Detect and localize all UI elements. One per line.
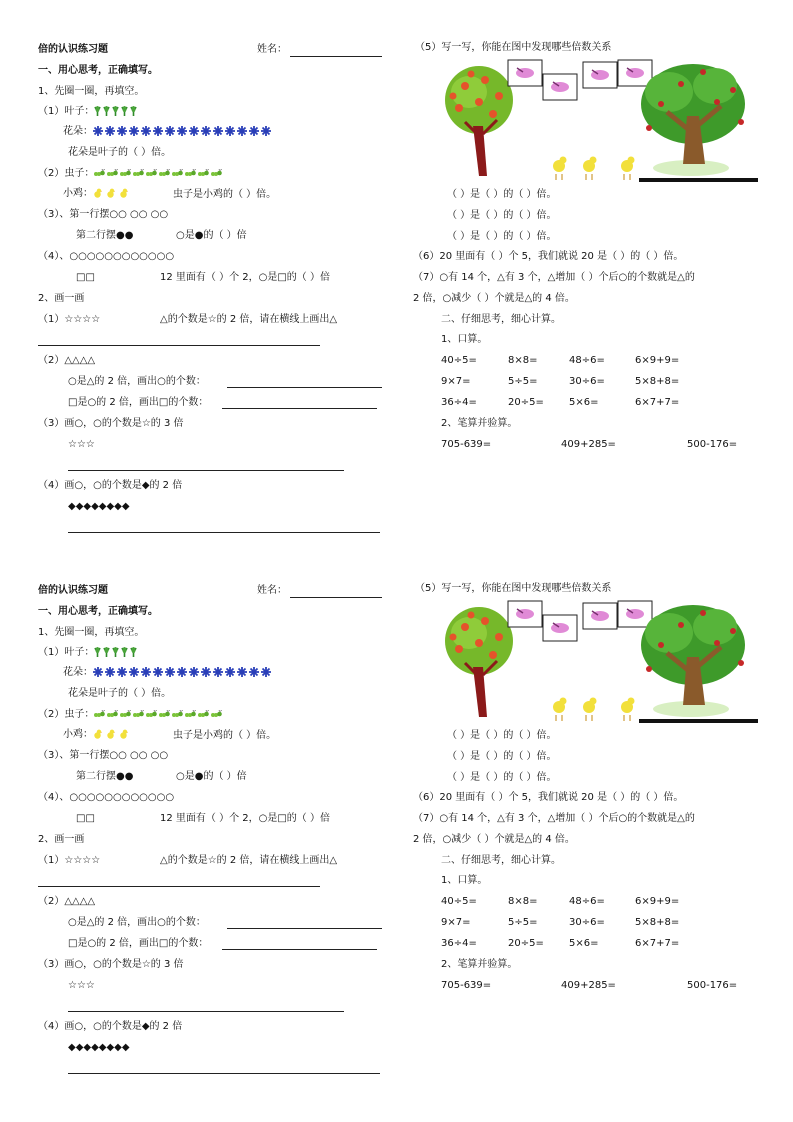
leaf-icon — [94, 647, 101, 657]
section2-header: 二、仔细思考，细心计算。 — [441, 855, 561, 866]
worm-icon — [146, 710, 157, 718]
chick-icon — [106, 729, 115, 739]
q2-4-answer-line[interactable] — [68, 1073, 380, 1074]
q1-1-question: 花朵是叶子的（ ）倍。 — [68, 147, 172, 158]
q2-2-b-answer-line[interactable] — [222, 408, 377, 409]
section1-header: 一、用心思考，正确填写。 — [38, 65, 158, 76]
q2-2-triangles: （2）△△△△ — [38, 896, 96, 907]
oral-calc-item: 40÷5= — [441, 355, 477, 366]
q2-3-stars: ☆☆☆ — [68, 980, 95, 991]
q2-3-answer-line[interactable] — [68, 1011, 344, 1012]
oral-calc-item: 5÷5= — [508, 917, 538, 928]
flower-icon — [165, 126, 175, 136]
q2-1-answer-line[interactable] — [38, 345, 320, 346]
flower-icon — [117, 126, 127, 136]
q2-4-diamonds: ◆◆◆◆◆◆◆◆ — [68, 501, 130, 512]
bird-icons — [508, 60, 652, 100]
flower-icon — [177, 667, 187, 677]
leaf-icon — [103, 106, 110, 116]
flower-icon — [141, 126, 151, 136]
q1-2-question: 虫子是小鸡的（ ）倍。 — [173, 730, 277, 741]
worksheet — [0, 541, 793, 1081]
oral-calc-item: 8×8= — [508, 355, 538, 366]
worm-icon — [185, 169, 196, 177]
q5-fill-line-3[interactable]: （ ）是（ ）的（ ）倍。 — [447, 772, 557, 783]
flower-icon — [261, 667, 271, 677]
name-label: 姓名： — [257, 585, 287, 596]
oral-calc-item: 36÷4= — [441, 938, 477, 949]
flower-icon — [105, 126, 115, 136]
q2-2-a: ○是△的 2 倍，画出○的个数： — [68, 917, 206, 928]
leaf-icon — [130, 106, 137, 116]
q1-2-chick-row: 小鸡： — [63, 188, 132, 200]
flower-icon — [129, 667, 139, 677]
flower-icon — [153, 126, 163, 136]
q2-3-label: （3）画○，○的个数是☆的 3 倍 — [38, 418, 184, 429]
bird-icons — [508, 601, 652, 641]
q7-question-b: 2 倍，○减少（ ）个就是△的 4 倍。 — [413, 834, 575, 845]
oral-calc-item: 9×7= — [441, 917, 471, 928]
worksheet — [0, 0, 793, 540]
worm-icon — [120, 710, 131, 718]
oral-calc-item: 9×7= — [441, 376, 471, 387]
q2-2-a: ○是△的 2 倍，画出○的个数： — [68, 376, 206, 387]
q2-2-triangles: （2）△△△△ — [38, 355, 96, 366]
q2-1-stars: （1）☆☆☆☆ — [38, 855, 101, 866]
q1-4-squares: □□ — [76, 813, 95, 824]
oral-calc-item: 40÷5= — [441, 896, 477, 907]
q1-1-label: （1）叶子： — [38, 106, 139, 118]
q2-1-question: △的个数是☆的 2 倍，请在横线上画出△ — [160, 314, 338, 325]
oral-calc-item: 6×7+7= — [635, 938, 680, 949]
written-calc-title: 2、笔算并验算。 — [441, 959, 518, 970]
q1-4-question: 12 里面有（ ）个 2，○是□的（ ）倍 — [160, 813, 330, 824]
written-calc-3: 500-176= — [687, 980, 738, 991]
worm-icon — [172, 169, 183, 177]
illustration-svg — [413, 597, 758, 729]
big-tree-icon — [639, 64, 758, 182]
written-calc-2: 409+285= — [561, 980, 616, 991]
flower-icon — [261, 126, 271, 136]
flower-icon — [249, 126, 259, 136]
flower-icon — [177, 126, 187, 136]
chick-icon — [93, 188, 102, 198]
q1-2-chick-row: 小鸡： — [63, 729, 132, 741]
q1-1-label: （1）叶子： — [38, 647, 139, 659]
oral-calc-item: 36÷4= — [441, 397, 477, 408]
flower-icon — [249, 667, 259, 677]
flower-icon — [117, 667, 127, 677]
q2-4-label: （4）画○，○的个数是◆的 2 倍 — [38, 480, 183, 491]
q2-4-diamonds: ◆◆◆◆◆◆◆◆ — [68, 1042, 130, 1053]
small-tree-icon — [445, 66, 513, 176]
oral-calc-item: 6×7+7= — [635, 397, 680, 408]
q1-1-flower-row: 花朵： — [63, 667, 273, 679]
flower-icon — [141, 667, 151, 677]
oral-calc-item: 5×6= — [569, 938, 599, 949]
flower-icon — [237, 667, 247, 677]
q2-2-b: □是○的 2 倍，画出□的个数： — [68, 397, 209, 408]
oral-calc-item: 48÷6= — [569, 355, 605, 366]
q1-3-row2: 第二行摆●● — [76, 230, 134, 241]
trees-birds-illustration — [413, 56, 758, 196]
written-calc-1: 705-639= — [441, 980, 492, 991]
worm-icons — [94, 709, 224, 720]
q7-question-b: 2 倍，○减少（ ）个就是△的 4 倍。 — [413, 293, 575, 304]
chick-icons — [93, 188, 132, 199]
oral-calc-item: 20÷5= — [508, 397, 544, 408]
worm-icon — [133, 169, 144, 177]
chick-icon — [106, 188, 115, 198]
q1-2-label: （2）虫子： — [38, 168, 224, 180]
worm-icon — [198, 169, 209, 177]
q2-3-stars: ☆☆☆ — [68, 439, 95, 450]
q1-title: 1、先圈一圈，再填空。 — [38, 86, 145, 97]
q2-2-b-answer-line[interactable] — [222, 949, 377, 950]
q1-3-row1: （3）、第一行摆○○ ○○ ○○ — [38, 209, 169, 220]
q2-2-a-answer-line[interactable] — [227, 387, 382, 388]
oral-calc-item: 30÷6= — [569, 376, 605, 387]
worksheet-title: 倍的认识练习题 — [38, 585, 108, 596]
oral-calc-title: 1、口算。 — [441, 875, 488, 886]
oral-calc-item: 5×8+8= — [635, 917, 680, 928]
q5-fill-line-1[interactable]: （ ）是（ ）的（ ）倍。 — [447, 189, 557, 200]
leaf-icon — [130, 647, 137, 657]
q5-fill-line-1[interactable]: （ ）是（ ）的（ ）倍。 — [447, 730, 557, 741]
q7-question-a: （7）○有 14 个，△有 3 个，△增加（ ）个后○的个数就是△的 — [413, 272, 695, 283]
oral-calc-item: 48÷6= — [569, 896, 605, 907]
illustration-svg — [413, 56, 758, 188]
written-calc-2: 409+285= — [561, 439, 616, 450]
oral-calc-item: 5×6= — [569, 397, 599, 408]
flower-icon — [93, 667, 103, 677]
oral-calc-item: 20÷5= — [508, 938, 544, 949]
worm-icon — [146, 169, 157, 177]
q2-3-label: （3）画○，○的个数是☆的 3 倍 — [38, 959, 184, 970]
q1-4-circles: （4）、○○○○○○○○○○○○ — [38, 792, 175, 803]
chick-icon — [119, 729, 128, 739]
chick-icon — [93, 729, 102, 739]
worm-icon — [211, 169, 222, 177]
oral-calc-item: 5×8+8= — [635, 376, 680, 387]
flower-icon — [93, 126, 103, 136]
flower-icon — [237, 126, 247, 136]
q2-2-b: □是○的 2 倍，画出□的个数： — [68, 938, 209, 949]
oral-calc-item: 6×9+9= — [635, 355, 680, 366]
q1-1-question: 花朵是叶子的（ ）倍。 — [68, 688, 172, 699]
oral-calc-title: 1、口算。 — [441, 334, 488, 345]
worm-icon — [172, 710, 183, 718]
worm-icons — [94, 168, 224, 179]
worksheet-title: 倍的认识练习题 — [38, 44, 108, 55]
q1-3-question: ○是●的（ ）倍 — [176, 771, 247, 782]
q1-4-question: 12 里面有（ ）个 2，○是□的（ ）倍 — [160, 272, 330, 283]
worm-icon — [159, 169, 170, 177]
q7-question-a: （7）○有 14 个，△有 3 个，△增加（ ）个后○的个数就是△的 — [413, 813, 695, 824]
flower-icon — [189, 126, 199, 136]
q2-4-label: （4）画○，○的个数是◆的 2 倍 — [38, 1021, 183, 1032]
leaf-icon — [103, 647, 110, 657]
chick-icons — [553, 157, 635, 181]
small-tree-icon — [445, 607, 513, 717]
flower-icon — [201, 667, 211, 677]
flower-icon — [213, 126, 223, 136]
q5-title: （5）写一写，你能在图中发现哪些倍数关系 — [415, 42, 612, 53]
q2-2-a-answer-line[interactable] — [227, 928, 382, 929]
flower-icons — [93, 126, 273, 137]
chick-icons — [553, 698, 635, 722]
q1-4-squares: □□ — [76, 272, 95, 283]
q1-2-question: 虫子是小鸡的（ ）倍。 — [173, 189, 277, 200]
name-field[interactable] — [290, 56, 382, 57]
flower-icon — [129, 126, 139, 136]
worm-icon — [107, 710, 118, 718]
q5-fill-line-2[interactable]: （ ）是（ ）的（ ）倍。 — [447, 210, 557, 221]
q1-title: 1、先圈一圈，再填空。 — [38, 627, 145, 638]
worm-icon — [211, 710, 222, 718]
leaf-icons — [94, 106, 139, 117]
flower-icon — [165, 667, 175, 677]
oral-calc-item: 5÷5= — [508, 376, 538, 387]
flower-icon — [201, 126, 211, 136]
q5-fill-line-3[interactable]: （ ）是（ ）的（ ）倍。 — [447, 231, 557, 242]
leaf-icon — [112, 106, 119, 116]
written-calc-1: 705-639= — [441, 439, 492, 450]
flower-icon — [189, 667, 199, 677]
q1-3-row1: （3）、第一行摆○○ ○○ ○○ — [38, 750, 169, 761]
q1-2-label: （2）虫子： — [38, 709, 224, 721]
leaf-icon — [121, 106, 128, 116]
q2-4-answer-line[interactable] — [68, 532, 380, 533]
flower-icon — [105, 667, 115, 677]
q2-1-stars: （1）☆☆☆☆ — [38, 314, 101, 325]
worm-icon — [159, 710, 170, 718]
section1-header: 一、用心思考，正确填写。 — [38, 606, 158, 617]
trees-birds-illustration — [413, 597, 758, 737]
worm-icon — [107, 169, 118, 177]
chick-icons — [93, 729, 132, 740]
worm-icon — [185, 710, 196, 718]
leaf-icon — [121, 647, 128, 657]
flower-icon — [153, 667, 163, 677]
oral-calc-item: 8×8= — [508, 896, 538, 907]
q1-4-circles: （4）、○○○○○○○○○○○○ — [38, 251, 175, 262]
q2-1-question: △的个数是☆的 2 倍，请在横线上画出△ — [160, 855, 338, 866]
q6-question: （6）20 里面有（ ）个 5，我们就说 20 是（ ）的（ ）倍。 — [413, 792, 684, 803]
name-label: 姓名： — [257, 44, 287, 55]
q1-1-flower-row: 花朵： — [63, 126, 273, 138]
worm-icon — [94, 169, 105, 177]
worm-icon — [133, 710, 144, 718]
worm-icon — [94, 710, 105, 718]
q1-3-question: ○是●的（ ）倍 — [176, 230, 247, 241]
flower-icon — [225, 667, 235, 677]
worm-icon — [198, 710, 209, 718]
q6-question: （6）20 里面有（ ）个 5，我们就说 20 是（ ）的（ ）倍。 — [413, 251, 684, 262]
leaf-icons — [94, 647, 139, 658]
leaf-icon — [94, 106, 101, 116]
q2-3-answer-line[interactable] — [68, 470, 344, 471]
big-tree-icon — [639, 605, 758, 723]
leaf-icon — [112, 647, 119, 657]
flower-icon — [225, 126, 235, 136]
q2-title: 2、画一画 — [38, 293, 85, 304]
chick-icon — [119, 188, 128, 198]
q5-title: （5）写一写，你能在图中发现哪些倍数关系 — [415, 583, 612, 594]
written-calc-title: 2、笔算并验算。 — [441, 418, 518, 429]
flower-icons — [93, 667, 273, 678]
q2-title: 2、画一画 — [38, 834, 85, 845]
q5-fill-line-2[interactable]: （ ）是（ ）的（ ）倍。 — [447, 751, 557, 762]
q1-3-row2: 第二行摆●● — [76, 771, 134, 782]
name-field[interactable] — [290, 597, 382, 598]
flower-icon — [213, 667, 223, 677]
q2-1-answer-line[interactable] — [38, 886, 320, 887]
oral-calc-item: 30÷6= — [569, 917, 605, 928]
worm-icon — [120, 169, 131, 177]
written-calc-3: 500-176= — [687, 439, 738, 450]
oral-calc-item: 6×9+9= — [635, 896, 680, 907]
section2-header: 二、仔细思考，细心计算。 — [441, 314, 561, 325]
